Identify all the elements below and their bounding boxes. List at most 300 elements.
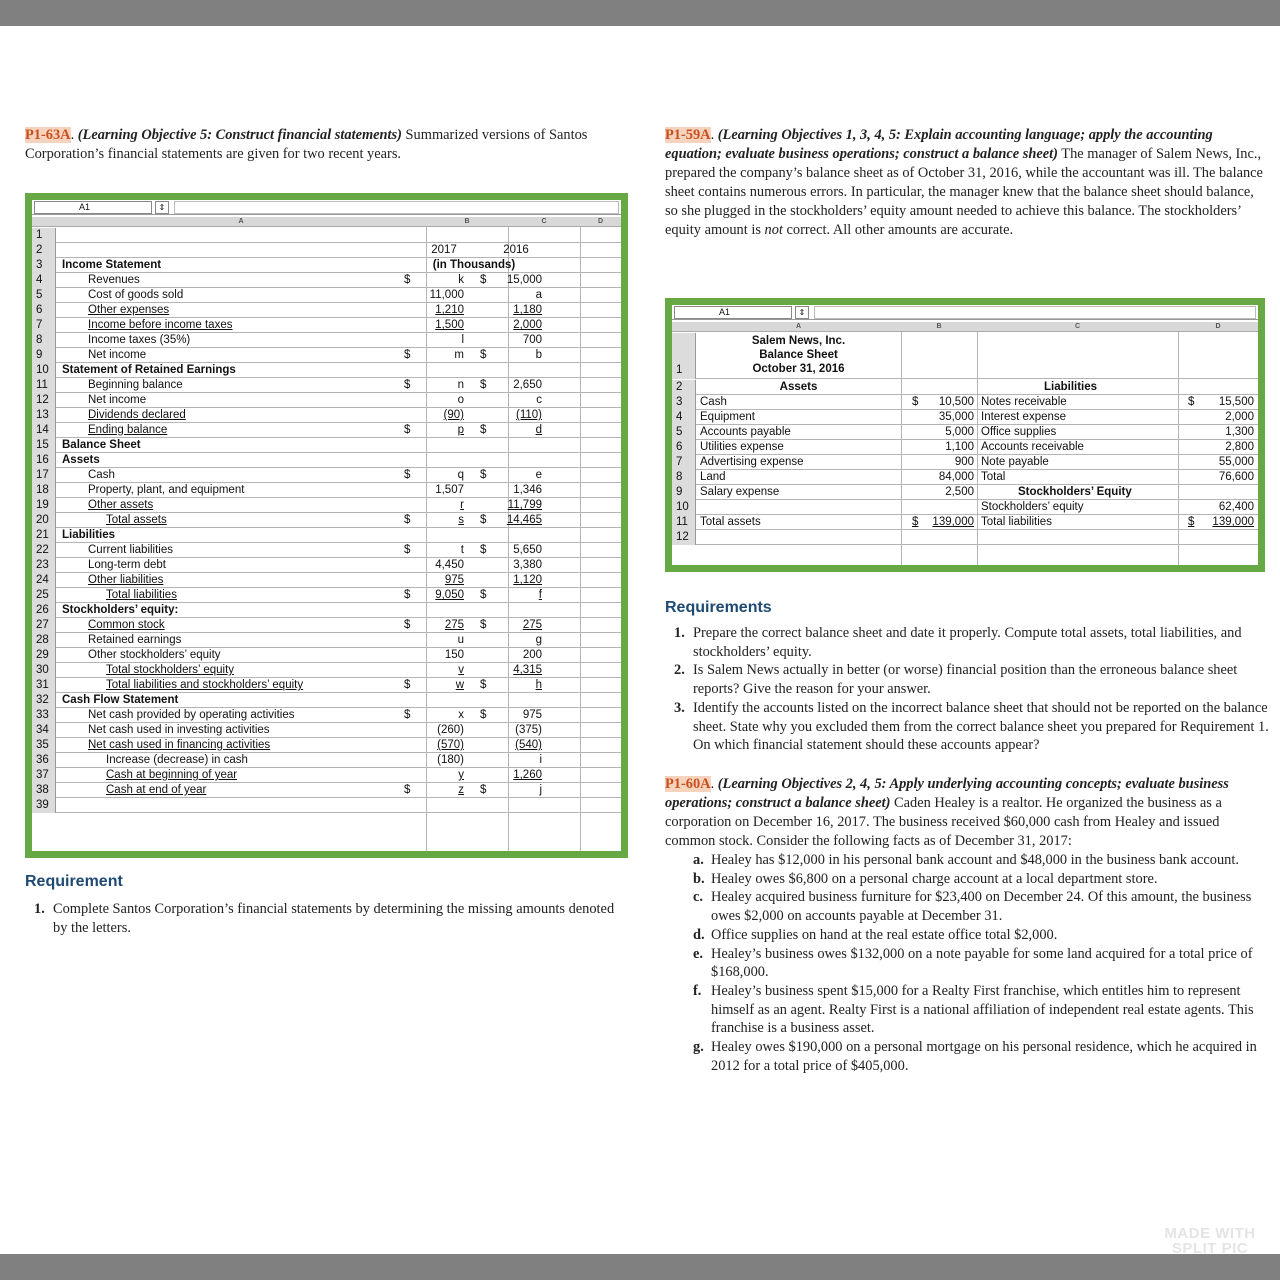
row-number: 20 <box>32 513 56 528</box>
row-label: Net income <box>88 349 147 361</box>
fact-item <box>665 870 1270 889</box>
currency-sign: $ <box>404 424 411 436</box>
row-number: 10 <box>672 500 696 515</box>
spreadsheet-row <box>32 513 621 528</box>
problem-id: P1-59A <box>665 127 711 143</box>
spreadsheet-row <box>32 618 621 633</box>
value-2017: o <box>457 394 464 406</box>
currency-sign: $ <box>404 679 411 691</box>
value-2016: d <box>535 424 542 436</box>
row-number: 5 <box>672 425 696 440</box>
row-number: 19 <box>32 498 56 513</box>
value-2017: (90) <box>443 409 464 421</box>
row-label: Income Statement <box>62 259 162 271</box>
total-assets-label: Total assets <box>700 516 761 528</box>
intro-text: The manager of Salem News, Inc., prepared the company’s balance sheet as of October 31, 2016, while the accountant was ill. The balance sheet contains numerous errors. In particular, the manager knew that the balance sheet should balance, so she plugged in the stockholders’ equity amount needed to achieve this balance. The stockholders’ equity amount is <box>665 146 1263 238</box>
value-2016: a <box>535 289 542 301</box>
currency-sign: $ <box>480 589 487 601</box>
fact-item <box>665 851 1270 870</box>
requirement-number: 3. <box>674 699 685 716</box>
row-number: 34 <box>32 723 56 738</box>
liabilities-heading: Liabilities <box>1044 381 1098 393</box>
currency-sign: $ <box>404 709 411 721</box>
liability-label: Note payable <box>981 456 1049 468</box>
value-2016: 700 <box>522 334 542 346</box>
p1-63a-requirements <box>25 872 630 937</box>
intro-text: Summarized versions of Santos Corporation’s financial statements are given for two recent years. <box>25 127 588 162</box>
row-label: Revenues <box>88 274 140 286</box>
currency-sign: $ <box>404 349 411 361</box>
spreadsheet-row <box>32 693 621 708</box>
row-number: 35 <box>32 738 56 753</box>
value-2016: 2,000 <box>513 319 542 331</box>
p1-60a-intro: P1-60A. (Learning Objectives 2, 4, 5: Apply underlying accounting concepts; evaluate business operations; construct a balance sheet) Caden Healey is a realtor. He organized the business as a corporation on December 16, 2017. The business received $60,000 cash from Healey and issued common stock. Consider the following facts as of December 31, 2017: <box>665 776 1229 849</box>
p1-59a-intro: P1-59A. (Learning Objectives 1, 3, 4, 5: Explain accounting language; apply the accounting equation; evaluate business operations; construct a balance sheet) The manager of Salem News, Inc., prepared the company’s balance sheet as of October 31, 2016, while the accountant was ill. The balance sheet contains numerous errors. In particular, the manager knew that the balance sheet should balance, so she plugged in the stockholders’ equity amount needed to achieve this balance. The stockholders’ equity amount is not correct. All other amounts are accurate. <box>665 127 1263 238</box>
row-label: Net cash provided by operating activities <box>88 709 295 721</box>
value-2016: 200 <box>522 649 542 661</box>
value-2017: 1,500 <box>435 319 464 331</box>
stepper-icon[interactable]: ⇕ <box>155 201 169 214</box>
row-label: Other expenses <box>88 304 170 316</box>
spreadsheet-row <box>32 678 621 693</box>
requirement-item <box>665 624 1270 661</box>
row-number: 30 <box>32 663 56 678</box>
spreadsheet-row <box>32 468 621 483</box>
col-header-d[interactable]: D <box>597 218 604 225</box>
requirement-list <box>665 624 1270 755</box>
spreadsheet-row <box>32 408 621 423</box>
spreadsheet-row <box>32 528 621 543</box>
asset-value: 5,000 <box>945 426 974 438</box>
value-2016: 1,120 <box>513 574 542 586</box>
col-header-b[interactable]: B <box>464 218 470 225</box>
spreadsheet-row <box>32 603 621 618</box>
asset-value: 10,500 <box>938 396 974 408</box>
value-2017: 2017 <box>431 244 457 256</box>
row-number: 18 <box>32 483 56 498</box>
row-number: 11 <box>672 515 696 530</box>
row-label: Net cash used in financing activities <box>88 739 271 751</box>
spreadsheet-row <box>672 410 1258 425</box>
spreadsheet-row <box>672 440 1258 455</box>
currency-sign: $ <box>912 516 919 528</box>
spreadsheet-row <box>672 333 1258 379</box>
fact-text: Office supplies on hand at the real estate office total $2,000. <box>711 926 1058 943</box>
p1-63a-intro: P1-63A. (Learning Objective 5: Construct financial statements) Summarized versions of Santos Corporation’s financial statements are given for two recent years. <box>25 127 588 162</box>
currency-sign: $ <box>480 709 487 721</box>
value-2016: j <box>539 784 542 796</box>
learning-objective: (Learning Objectives 1, 3, 4, 5: Explain accounting language; apply the accounting equation; evaluate business operations; construct a balance sheet) <box>665 127 1213 162</box>
asset-value: 900 <box>954 456 974 468</box>
currency-sign: $ <box>404 544 411 556</box>
value-2017: 275 <box>444 619 464 631</box>
asset-value: 1,100 <box>945 441 974 453</box>
row-label: Long-term debt <box>88 559 166 571</box>
spreadsheet-row <box>32 453 621 468</box>
row-number: 15 <box>32 438 56 453</box>
col-header-d[interactable]: D <box>1215 323 1221 330</box>
liability-label: Notes receivable <box>981 396 1067 408</box>
spreadsheet-row <box>32 483 621 498</box>
value-2016: c <box>536 394 542 406</box>
currency-sign: $ <box>404 469 411 481</box>
row-number: 7 <box>672 455 696 470</box>
value-2016: i <box>539 754 542 766</box>
asset-value: 84,000 <box>938 471 974 483</box>
spreadsheet-row <box>672 515 1258 530</box>
row-number: 37 <box>32 768 56 783</box>
intro-text: Caden Healey is a realtor. He organized the business as a corporation on December 16, 2017. The business received $60,000 cash from Healey and issued common stock. Consider the following facts as of December 31, 2017: <box>665 795 1222 849</box>
row-number: 5 <box>32 288 56 303</box>
salem-news-spreadsheet <box>665 298 1265 572</box>
row-label: Ending balance <box>88 424 168 436</box>
value-2017: 9,050 <box>435 589 464 601</box>
row-label: Other liabilities <box>88 574 164 586</box>
fact-text: Healey has $12,000 in his personal bank account and $48,000 in the business bank account. <box>711 852 1239 868</box>
spreadsheet-row <box>32 303 621 318</box>
column-headers <box>32 217 621 227</box>
currency-sign: $ <box>1188 396 1195 408</box>
spreadsheet-row <box>32 558 621 573</box>
row-label: Total liabilities <box>106 589 177 601</box>
name-box[interactable] <box>674 306 806 319</box>
liability-value: 2,800 <box>1225 441 1254 453</box>
value-2016: 3,380 <box>513 559 542 571</box>
row-label: Income before income taxes <box>88 319 233 331</box>
row-label: Other assets <box>88 499 154 511</box>
fact-item <box>665 888 1270 925</box>
spreadsheet-row <box>32 423 621 438</box>
row-number: 33 <box>32 708 56 723</box>
spreadsheet-row <box>672 425 1258 440</box>
spreadsheet-row <box>672 470 1258 485</box>
asset-value: 2,500 <box>945 486 974 498</box>
formula-input[interactable] <box>814 306 1256 319</box>
row-number: 6 <box>32 303 56 318</box>
value-2016: 1,346 <box>513 484 542 496</box>
row-number: 27 <box>32 618 56 633</box>
spreadsheet-row <box>32 498 621 513</box>
assets-heading: Assets <box>779 381 818 393</box>
fact-letter: c. <box>693 889 703 906</box>
value-2017: 1,210 <box>435 304 464 316</box>
liability-value: 55,000 <box>1218 456 1254 468</box>
spreadsheet-row <box>672 455 1258 470</box>
spreadsheet-row <box>32 798 621 813</box>
value-2017: 975 <box>444 574 464 586</box>
fact-item <box>665 926 1270 945</box>
total-assets-value: 139,000 <box>932 516 974 528</box>
value-2016: 14,465 <box>506 514 542 526</box>
row-number: 11 <box>32 378 56 393</box>
requirement-heading: Requirement <box>25 873 123 890</box>
spreadsheet-row <box>32 333 621 348</box>
spreadsheet-row <box>32 738 621 753</box>
row-number: 4 <box>32 273 56 288</box>
liability-value: 76,600 <box>1218 471 1254 483</box>
requirement-number: 2. <box>674 662 685 679</box>
asset-value: 35,000 <box>938 411 974 423</box>
value-2017: m <box>454 349 464 361</box>
value-2017: (in Thousands) <box>432 259 516 271</box>
row-number: 3 <box>32 258 56 273</box>
requirement-number: 1. <box>34 901 45 917</box>
row-number: 32 <box>32 693 56 708</box>
currency-sign: $ <box>480 514 487 526</box>
problem-id: P1-63A <box>25 127 71 143</box>
spreadsheet-row <box>32 258 621 273</box>
requirements-heading: Requirements <box>665 599 772 616</box>
spreadsheet-row <box>32 363 621 378</box>
spreadsheet-row <box>32 438 621 453</box>
formula-input[interactable] <box>174 201 619 214</box>
spreadsheet-row <box>672 395 1258 410</box>
spreadsheet-row <box>32 768 621 783</box>
spreadsheet-row <box>32 288 621 303</box>
fact-letter: b. <box>693 870 705 887</box>
value-2017: u <box>457 634 464 646</box>
p1-59a-requirements <box>665 598 1270 755</box>
value-2017: w <box>455 679 464 691</box>
spreadsheet-row <box>32 783 621 798</box>
bottom-frame-bar <box>0 1254 1280 1280</box>
liability-value: 15,500 <box>1218 396 1254 408</box>
asset-label: Advertising expense <box>700 456 804 468</box>
row-label: Retained earnings <box>88 634 182 646</box>
liability-label: Total <box>981 471 1006 483</box>
currency-sign: $ <box>1188 516 1195 528</box>
liability-label: Interest expense <box>981 411 1067 423</box>
col-header-a[interactable]: A <box>238 218 244 225</box>
row-number: 3 <box>672 395 696 410</box>
currency-sign: $ <box>404 379 411 391</box>
formula-bar <box>32 200 621 215</box>
name-box[interactable] <box>34 201 166 214</box>
row-label: Total stockholders’ equity <box>106 664 235 676</box>
watermark-line-1: MADE WITH <box>1164 1225 1256 1242</box>
col-header-b[interactable]: B <box>936 323 942 330</box>
row-label: Increase (decrease) in cash <box>106 754 248 766</box>
value-2016: 5,650 <box>513 544 542 556</box>
currency-sign: $ <box>480 379 487 391</box>
row-number: 9 <box>32 348 56 363</box>
asset-label: Accounts payable <box>700 426 791 438</box>
asset-label: Utilities expense <box>700 441 784 453</box>
row-number: 2 <box>672 380 696 395</box>
value-2017: 11,000 <box>429 289 464 301</box>
spreadsheet-row <box>32 708 621 723</box>
liability-value: 1,300 <box>1225 426 1254 438</box>
currency-sign: $ <box>480 274 487 286</box>
spreadsheet-row <box>32 228 621 243</box>
currency-sign: $ <box>480 619 487 631</box>
fact-item <box>665 982 1270 1038</box>
fact-letter: a. <box>693 852 704 868</box>
value-2016: (110) <box>516 409 542 421</box>
value-2017: y <box>458 769 464 781</box>
asset-label: Salary expense <box>700 486 780 498</box>
spreadsheet-row <box>32 753 621 768</box>
balance-sheet-title: Salem News, Inc. <box>751 335 846 347</box>
row-number: 31 <box>32 678 56 693</box>
currency-sign: $ <box>480 349 487 361</box>
row-number: 16 <box>32 453 56 468</box>
row-number: 38 <box>32 783 56 798</box>
facts-list <box>665 851 1270 1075</box>
spreadsheet-row <box>32 573 621 588</box>
fact-letter: e. <box>693 945 703 962</box>
spreadsheet-row <box>32 273 621 288</box>
value-2017: (570) <box>437 739 464 751</box>
row-number: 12 <box>672 530 696 545</box>
problem-id: P1-60A <box>665 776 711 792</box>
problem-p1-63a <box>25 126 630 164</box>
row-label: Balance Sheet <box>62 439 141 451</box>
row-number: 21 <box>32 528 56 543</box>
row-number: 10 <box>32 363 56 378</box>
asset-label: Land <box>700 471 726 483</box>
spreadsheet-row <box>32 588 621 603</box>
value-2016: 1,260 <box>513 769 542 781</box>
fact-text: Healey owes $190,000 on a personal mortgage on his personal residence, which he acquired in 2012 for a total price of $405,000. <box>711 1039 1257 1074</box>
fact-text: Healey’s business owes $132,000 on a note payable for some land acquired for a total price of $168,000. <box>711 945 1253 981</box>
value-2016: g <box>535 634 542 646</box>
row-number: 8 <box>672 470 696 485</box>
requirement-text: Complete Santos Corporation’s financial statements by determining the missing amounts denoted by the letters. <box>53 901 615 936</box>
watermark-line-2: SPLIT PIC <box>1171 1240 1249 1257</box>
row-label: Stockholders’ equity: <box>62 604 179 616</box>
value-2016: (375) <box>515 724 542 736</box>
requirement-list <box>25 900 630 937</box>
row-number: 7 <box>32 318 56 333</box>
spreadsheet-row <box>32 633 621 648</box>
value-2017: (260) <box>437 724 464 736</box>
row-label: Total assets <box>106 514 167 526</box>
row-number: 29 <box>32 648 56 663</box>
row-number: 23 <box>32 558 56 573</box>
row-label: Property, plant, and equipment <box>88 484 245 496</box>
row-label: Liabilities <box>62 529 116 541</box>
value-2016: 1,180 <box>513 304 542 316</box>
row-label: Income taxes (35%) <box>88 334 191 346</box>
problem-p1-60a <box>665 775 1270 1075</box>
row-number: 9 <box>672 485 696 500</box>
row-number: 1 <box>32 228 56 243</box>
currency-sign: $ <box>480 544 487 556</box>
row-number: 22 <box>32 543 56 558</box>
spreadsheet-row <box>32 318 621 333</box>
liability-label: Accounts receivable <box>981 441 1084 453</box>
value-2016: 975 <box>522 709 542 721</box>
spreadsheet-row <box>32 393 621 408</box>
fact-item <box>665 945 1270 982</box>
liability-label: Office supplies <box>981 426 1057 438</box>
value-2016: 4,315 <box>513 664 542 676</box>
spreadsheet-row <box>32 723 621 738</box>
currency-sign: $ <box>480 679 487 691</box>
spreadsheet-row <box>32 663 621 678</box>
total-liabilities-value: 139,000 <box>1212 516 1254 528</box>
fact-letter: f. <box>693 982 702 999</box>
intro-text-end: correct. All other amounts are accurate. <box>782 222 1014 238</box>
requirement-text: Is Salem News actually in better (or worse) financial position than the erroneous balance sheet reports? Give the reason for your answer. <box>693 662 1238 698</box>
row-label: Statement of Retained Earnings <box>62 364 236 376</box>
currency-sign: $ <box>480 469 487 481</box>
value-2017: v <box>458 664 464 676</box>
stepper-icon[interactable]: ⇕ <box>795 306 809 319</box>
spreadsheet-row <box>672 530 1258 545</box>
currency-sign: $ <box>404 784 411 796</box>
row-number: 36 <box>32 753 56 768</box>
fact-letter: g. <box>693 1039 704 1056</box>
value-2017: 1,507 <box>435 484 464 496</box>
fact-item <box>665 1038 1270 1075</box>
fact-letter: d. <box>693 926 705 943</box>
currency-sign: $ <box>404 514 411 526</box>
equity-label: Stockholders’ equity <box>981 501 1084 513</box>
currency-sign: $ <box>912 396 919 408</box>
value-2016: e <box>535 469 542 481</box>
value-2017: t <box>460 544 464 556</box>
col-header-a[interactable]: A <box>795 323 802 330</box>
col-header-c[interactable]: C <box>1074 323 1081 330</box>
requirement-number: 1. <box>674 625 685 641</box>
value-2017: 150 <box>444 649 464 661</box>
value-2016: b <box>535 349 542 361</box>
spreadsheet-row <box>672 380 1258 395</box>
row-label: Net income <box>88 394 147 406</box>
row-number: 14 <box>32 423 56 438</box>
asset-label: Equipment <box>700 411 755 423</box>
row-label: Beginning balance <box>88 379 183 391</box>
row-number: 1 <box>672 333 696 379</box>
balance-sheet-title: October 31, 2016 <box>752 363 845 375</box>
value-2017: n <box>457 379 464 391</box>
cell-ref: A1 <box>719 307 731 317</box>
row-number: 2 <box>32 243 56 258</box>
value-2017: s <box>458 514 464 526</box>
value-2016: f <box>538 589 542 601</box>
spreadsheet-row <box>32 378 621 393</box>
asset-label: Cash <box>700 396 727 408</box>
fact-text: Healey acquired business furniture for $23,400 on December 24. Of this amount, the business owes $2,000 on accounts payable at December 31. <box>711 889 1252 925</box>
row-number: 26 <box>32 603 56 618</box>
row-label: Assets <box>62 454 100 466</box>
requirement-text: Identify the accounts listed on the incorrect balance sheet that should not be reported on the balance sheet. State why you excluded them from the correct balance sheet you prepared for Requirement 1. On which financial statement should these accounts appear? <box>693 699 1269 754</box>
learning-objective: (Learning Objective 5: Construct financial statements) <box>77 127 402 143</box>
col-header-c[interactable]: C <box>541 218 547 225</box>
total-liabilities-label: Total liabilities <box>981 516 1052 528</box>
currency-sign: $ <box>404 589 411 601</box>
spreadsheet-row <box>32 543 621 558</box>
spreadsheet-row <box>32 243 621 258</box>
value-2016: 11,799 <box>507 499 542 511</box>
row-label: Common stock <box>88 619 165 631</box>
currency-sign: $ <box>480 424 487 436</box>
value-2017: q <box>457 469 464 481</box>
row-number: 6 <box>672 440 696 455</box>
formula-bar <box>672 305 1258 320</box>
value-2017: z <box>458 784 464 796</box>
row-label: Current liabilities <box>88 544 174 556</box>
value-2016: 15,000 <box>506 274 542 286</box>
cell-ref: A1 <box>79 202 91 212</box>
value-2016: 275 <box>522 619 542 631</box>
row-number: 25 <box>32 588 56 603</box>
fact-text: Healey’s business spent $15,000 for a Realty First franchise, which entitles him to represent himself as an agent. Realty First is a national affiliation of independent real estate agents. This franchise is a business asset. <box>711 982 1254 1037</box>
top-frame-bar <box>0 0 1280 26</box>
equity-heading: Stockholders’ Equity <box>1018 486 1132 498</box>
